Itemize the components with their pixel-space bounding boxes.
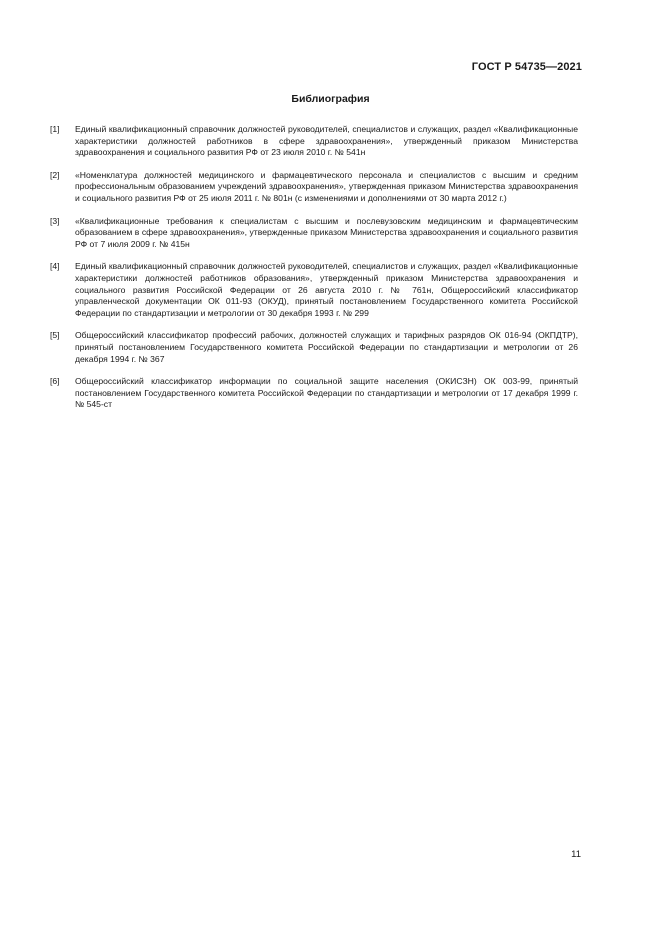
bibliography-entry-number: [4] bbox=[50, 261, 60, 272]
bibliography-entry-text: «Номенклатура должностей медицинского и фармацевтического персонала и специалистов с высшим и средним профессиональным образованием учреждений здравоохранения», утвержденная приказом Министерства здравоохранения и социального развития РФ от 25 июля 2011 г. № 801н (с изменениями и дополнениями от 30 марта 2012 г.) bbox=[75, 169, 578, 203]
bibliography-entry-1 bbox=[50, 124, 578, 159]
bibliography-entry-6 bbox=[50, 376, 578, 411]
bibliography-entry-text: Единый квалификационный справочник должностей руководителей, специалистов и служащих, раздел «Квалификационные характеристики должностей работников в сфере здравоохранения», утвержденный приказом Министерства здравоохранения и социального развития РФ от 23 июля 2010 г. № 541н bbox=[75, 124, 578, 158]
bibliography-list bbox=[50, 124, 578, 422]
document-code: ГОСТ Р 54735—2021 bbox=[471, 61, 582, 73]
bibliography-entry-text: «Квалификационные требования к специалистам с высшим и послевузовским медицинским и фармацевтическим образованием в сфере здравоохранения», утвержденные приказом Министерства здравоохранения и социального развития РФ от 7 июля 2009 г. № 415н bbox=[75, 215, 578, 249]
page-number: 11 bbox=[571, 849, 581, 860]
bibliography-entry-text: Общероссийский классификатор профессий рабочих, должностей служащих и тарифных разрядов ОК 016-94 (ОКПДТР), принятый постановлением Государственного комитета Российской Федерации по стандартизации и метрологии от 26 декабря 1994 г. № 367 bbox=[75, 330, 578, 364]
bibliography-entry-number: [5] bbox=[50, 330, 60, 341]
bibliography-entry-number: [2] bbox=[50, 169, 60, 180]
bibliography-entry-number: [3] bbox=[50, 215, 60, 226]
bibliography-entry-5 bbox=[50, 330, 578, 365]
bibliography-entry-3 bbox=[50, 216, 578, 251]
section-title: Библиография bbox=[291, 93, 370, 105]
bibliography-entry-text: Общероссийский классификатор информации по социальной защите населения (ОКИСЗН) ОК 003-99, принятый постановлением Государственного комитета Российской Федерации по стандартизации и метрологии от 17 декабря 1999 г. № 545-ст bbox=[75, 376, 578, 410]
bibliography-entry-2 bbox=[50, 170, 578, 205]
bibliography-entry-number: [1] bbox=[50, 124, 60, 134]
bibliography-entry-number: [6] bbox=[50, 376, 60, 387]
bibliography-entry-text: Единый квалификационный справочник должностей руководителей, специалистов и служащих, раздел «Квалификационные характеристики должностей работников образования», утвержденный приказом Министерства здравоохранения и социального развития Российской Федерации от 26 августа 2010 г. № 761н, Общероссийский классификатор управленческой документации ОК 011-93 (ОКУД), принятый постановлением Государственного комитета Российской Федерации по стандартизации и метрологии от 30 декабря 1993 г. № 299 bbox=[75, 261, 578, 318]
bibliography-entry-4 bbox=[50, 261, 578, 319]
